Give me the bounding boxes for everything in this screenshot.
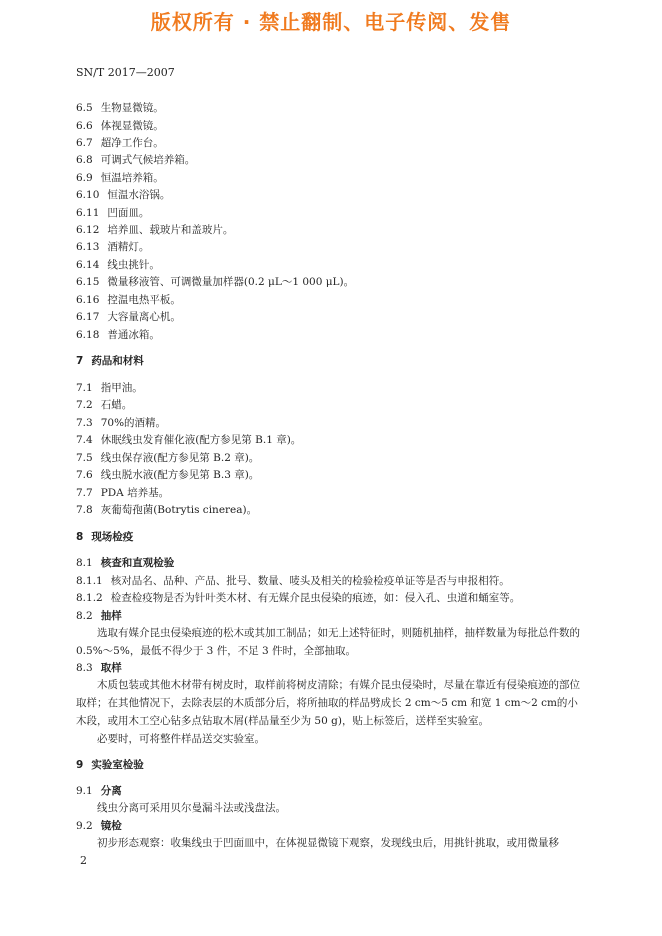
list-item: 7.7 PDA 培养基。	[76, 487, 170, 499]
list-item: 6.17 大容量离心机。	[76, 311, 181, 323]
list-item: 7.3 70%的酒精。	[76, 417, 167, 429]
subsection-heading: 8.2 抽样	[76, 610, 122, 622]
list-item: 7.6 线虫脱水液(配方参见第 B.3 章)。	[76, 469, 260, 481]
list-item: 6.7 超净工作台。	[76, 137, 164, 149]
list-item: 6.11 凹面皿。	[76, 207, 150, 219]
list-item: 7.4 休眠线虫发育催化液(配方参见第 B.1 章)。	[76, 434, 302, 446]
list-item: 6.10 恒温水浴锅。	[76, 189, 171, 201]
list-item: 6.18 普通冰箱。	[76, 329, 160, 341]
list-item: 6.6 体视显微镜。	[76, 120, 164, 132]
page-number: 2	[80, 854, 87, 867]
list-item: 6.8 可调式气候培养箱。	[76, 154, 196, 166]
list-item: 6.16 控温电热平板。	[76, 294, 181, 306]
clause: 8.1.2 检查检疫物是否为针叶类木材、有无媒介昆虫侵染的痕迹，如：侵入孔、虫道和蛹室等。	[76, 592, 521, 604]
list-item: 6.13 酒精灯。	[76, 241, 150, 253]
list-item: 6.9 恒温培养箱。	[76, 172, 164, 184]
subsection-heading: 9.2 镜检	[76, 820, 122, 832]
section-heading: 7 药品和材料	[76, 355, 144, 367]
subsection-heading: 9.1 分离	[76, 785, 122, 797]
section-heading: 8 现场检疫	[76, 531, 134, 543]
list-item: 6.15 微量移液管、可调微量加样器(0.2 μL～1 000 μL)。	[76, 276, 355, 288]
subsection-heading: 8.1 核查和直观检验	[76, 557, 175, 569]
paragraph: 必要时，可将整件样品送交实验室。	[97, 733, 265, 745]
section-heading: 9 实验室检验	[76, 759, 144, 771]
list-item: 6.14 线虫挑针。	[76, 259, 160, 271]
list-item: 6.12 培养皿、载玻片和盖玻片。	[76, 224, 234, 236]
list-item: 6.5 生物显微镜。	[76, 102, 164, 114]
copyright-watermark: 版权所有 · 禁止翻制、电子传阅、发售	[150, 10, 512, 34]
list-item: 7.8 灰葡萄孢菌(Botrytis cinerea)。	[76, 504, 258, 516]
list-item: 7.2 石蜡。	[76, 399, 133, 411]
list-item: 7.5 线虫保存液(配方参见第 B.2 章)。	[76, 452, 260, 464]
paragraph: 初步形态观察：收集线虫于凹面皿中，在体视显微镜下观察，发现线虫后，用挑针挑取，或用微量移	[97, 837, 559, 849]
paragraph: 木质包装或其他木材带有树皮时，取样前将树皮清除；有媒介昆虫侵染时，尽量在靠近有侵染痕迹的部位取样；在其他情况下，去除表层的木质部分后，将所抽取的样品劈成长 2 cm～5 cm 和宽 1 cm～2 cm的小木段，或用木工空心钻多点钻取木屑(样品量至少为 50 g)，贴上标签后，送样至实验室。	[76, 679, 580, 727]
standard-id: SN/T 2017—2007	[76, 66, 175, 79]
paragraph: 线虫分离可采用贝尔曼漏斗法或浅盘法。	[97, 802, 286, 814]
list-item: 7.1 指甲油。	[76, 382, 143, 394]
clause: 8.1.1 核对品名、品种、产品、批号、数量、唛头及相关的检验检疫单证等是否与申报相符。	[76, 575, 510, 587]
paragraph: 选取有媒介昆虫侵染痕迹的松木或其加工制品；如无上述特征时，则随机抽样，抽样数量为每批总件数的 0.5%～5%，最低不得少于 3 件，不足 3 件时，全部抽取。	[76, 627, 580, 657]
subsection-heading: 8.3 取样	[76, 662, 122, 674]
